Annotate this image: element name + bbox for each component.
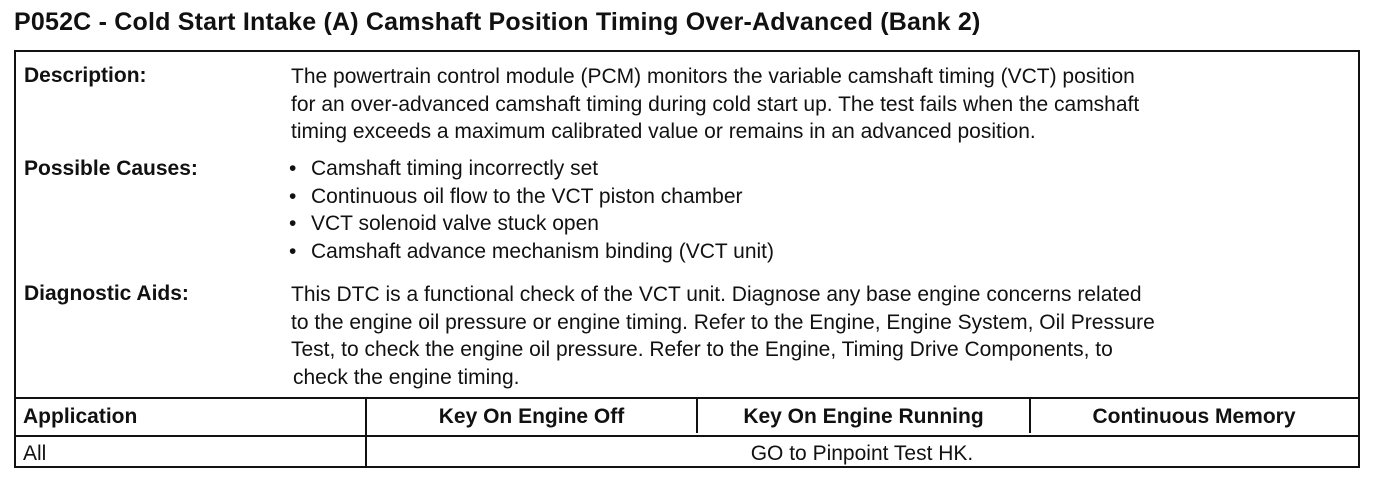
diagnostic-aids-line: This DTC is a functional check of the VCT unit. Diagnose any base engine concerns related	[291, 283, 1142, 306]
diagnostic-aids-label: Diagnostic Aids:	[24, 282, 189, 305]
list-item	[289, 155, 774, 183]
description-line: The powertrain control module (PCM) monitors the variable camshaft timing (VCT) position	[291, 65, 1135, 88]
list-item-text: Camshaft advance mechanism binding (VCT unit)	[311, 239, 774, 263]
description-text	[291, 63, 1139, 146]
list-item-text: Camshaft timing incorrectly set	[311, 157, 599, 180]
bullet-icon: •	[289, 184, 297, 208]
possible-causes-label: Possible Causes:	[24, 157, 198, 180]
description-line: timing exceeds a maximum calibrated value or remains in an advanced position.	[291, 120, 1036, 143]
table-divider	[365, 397, 367, 467]
table-divider	[696, 397, 698, 433]
header-key-on-engine-running: Key On Engine Running	[743, 405, 984, 428]
bullet-icon: •	[289, 212, 297, 235]
table-header-row	[16, 399, 1358, 435]
list-item	[289, 238, 774, 266]
list-item-text: VCT solenoid valve stuck open	[311, 212, 599, 235]
possible-causes-list	[289, 155, 774, 265]
diagnostic-aids-text	[291, 281, 1155, 391]
dtc-info-box	[14, 50, 1360, 468]
list-item	[289, 183, 774, 211]
header-application: Application	[23, 405, 138, 428]
cell-action: GO to Pinpoint Test HK.	[750, 442, 974, 465]
list-item	[289, 210, 774, 238]
diagnostic-aids-line: Test, to check the engine oil pressure. Refer to the Engine, Timing Drive Components, to	[291, 338, 1113, 361]
list-item-text: Continuous oil flow to the VCT piston chamber	[311, 184, 743, 208]
diagnostic-aids-line: check the engine timing.	[293, 365, 520, 389]
table-divider	[1029, 397, 1031, 433]
description-line: for an over-advanced camshaft timing during cold start up. The test fails when the camshaft	[291, 92, 1140, 116]
page-title: P052C - Cold Start Intake (A) Camshaft Position Timing Over-Advanced (Bank 2)	[14, 8, 981, 36]
application-table	[16, 397, 1358, 465]
bullet-icon: •	[289, 239, 297, 263]
header-key-on-engine-off: Key On Engine Off	[438, 405, 625, 428]
diagnostic-aids-line: to the engine oil pressure or engine timing. Refer to the Engine, Engine System, Oil Pressure	[291, 310, 1155, 334]
description-label: Description:	[24, 64, 147, 87]
table-row	[16, 435, 1358, 471]
bullet-icon: •	[289, 157, 297, 180]
header-continuous-memory: Continuous Memory	[1092, 405, 1296, 428]
cell-application: All	[23, 442, 47, 465]
